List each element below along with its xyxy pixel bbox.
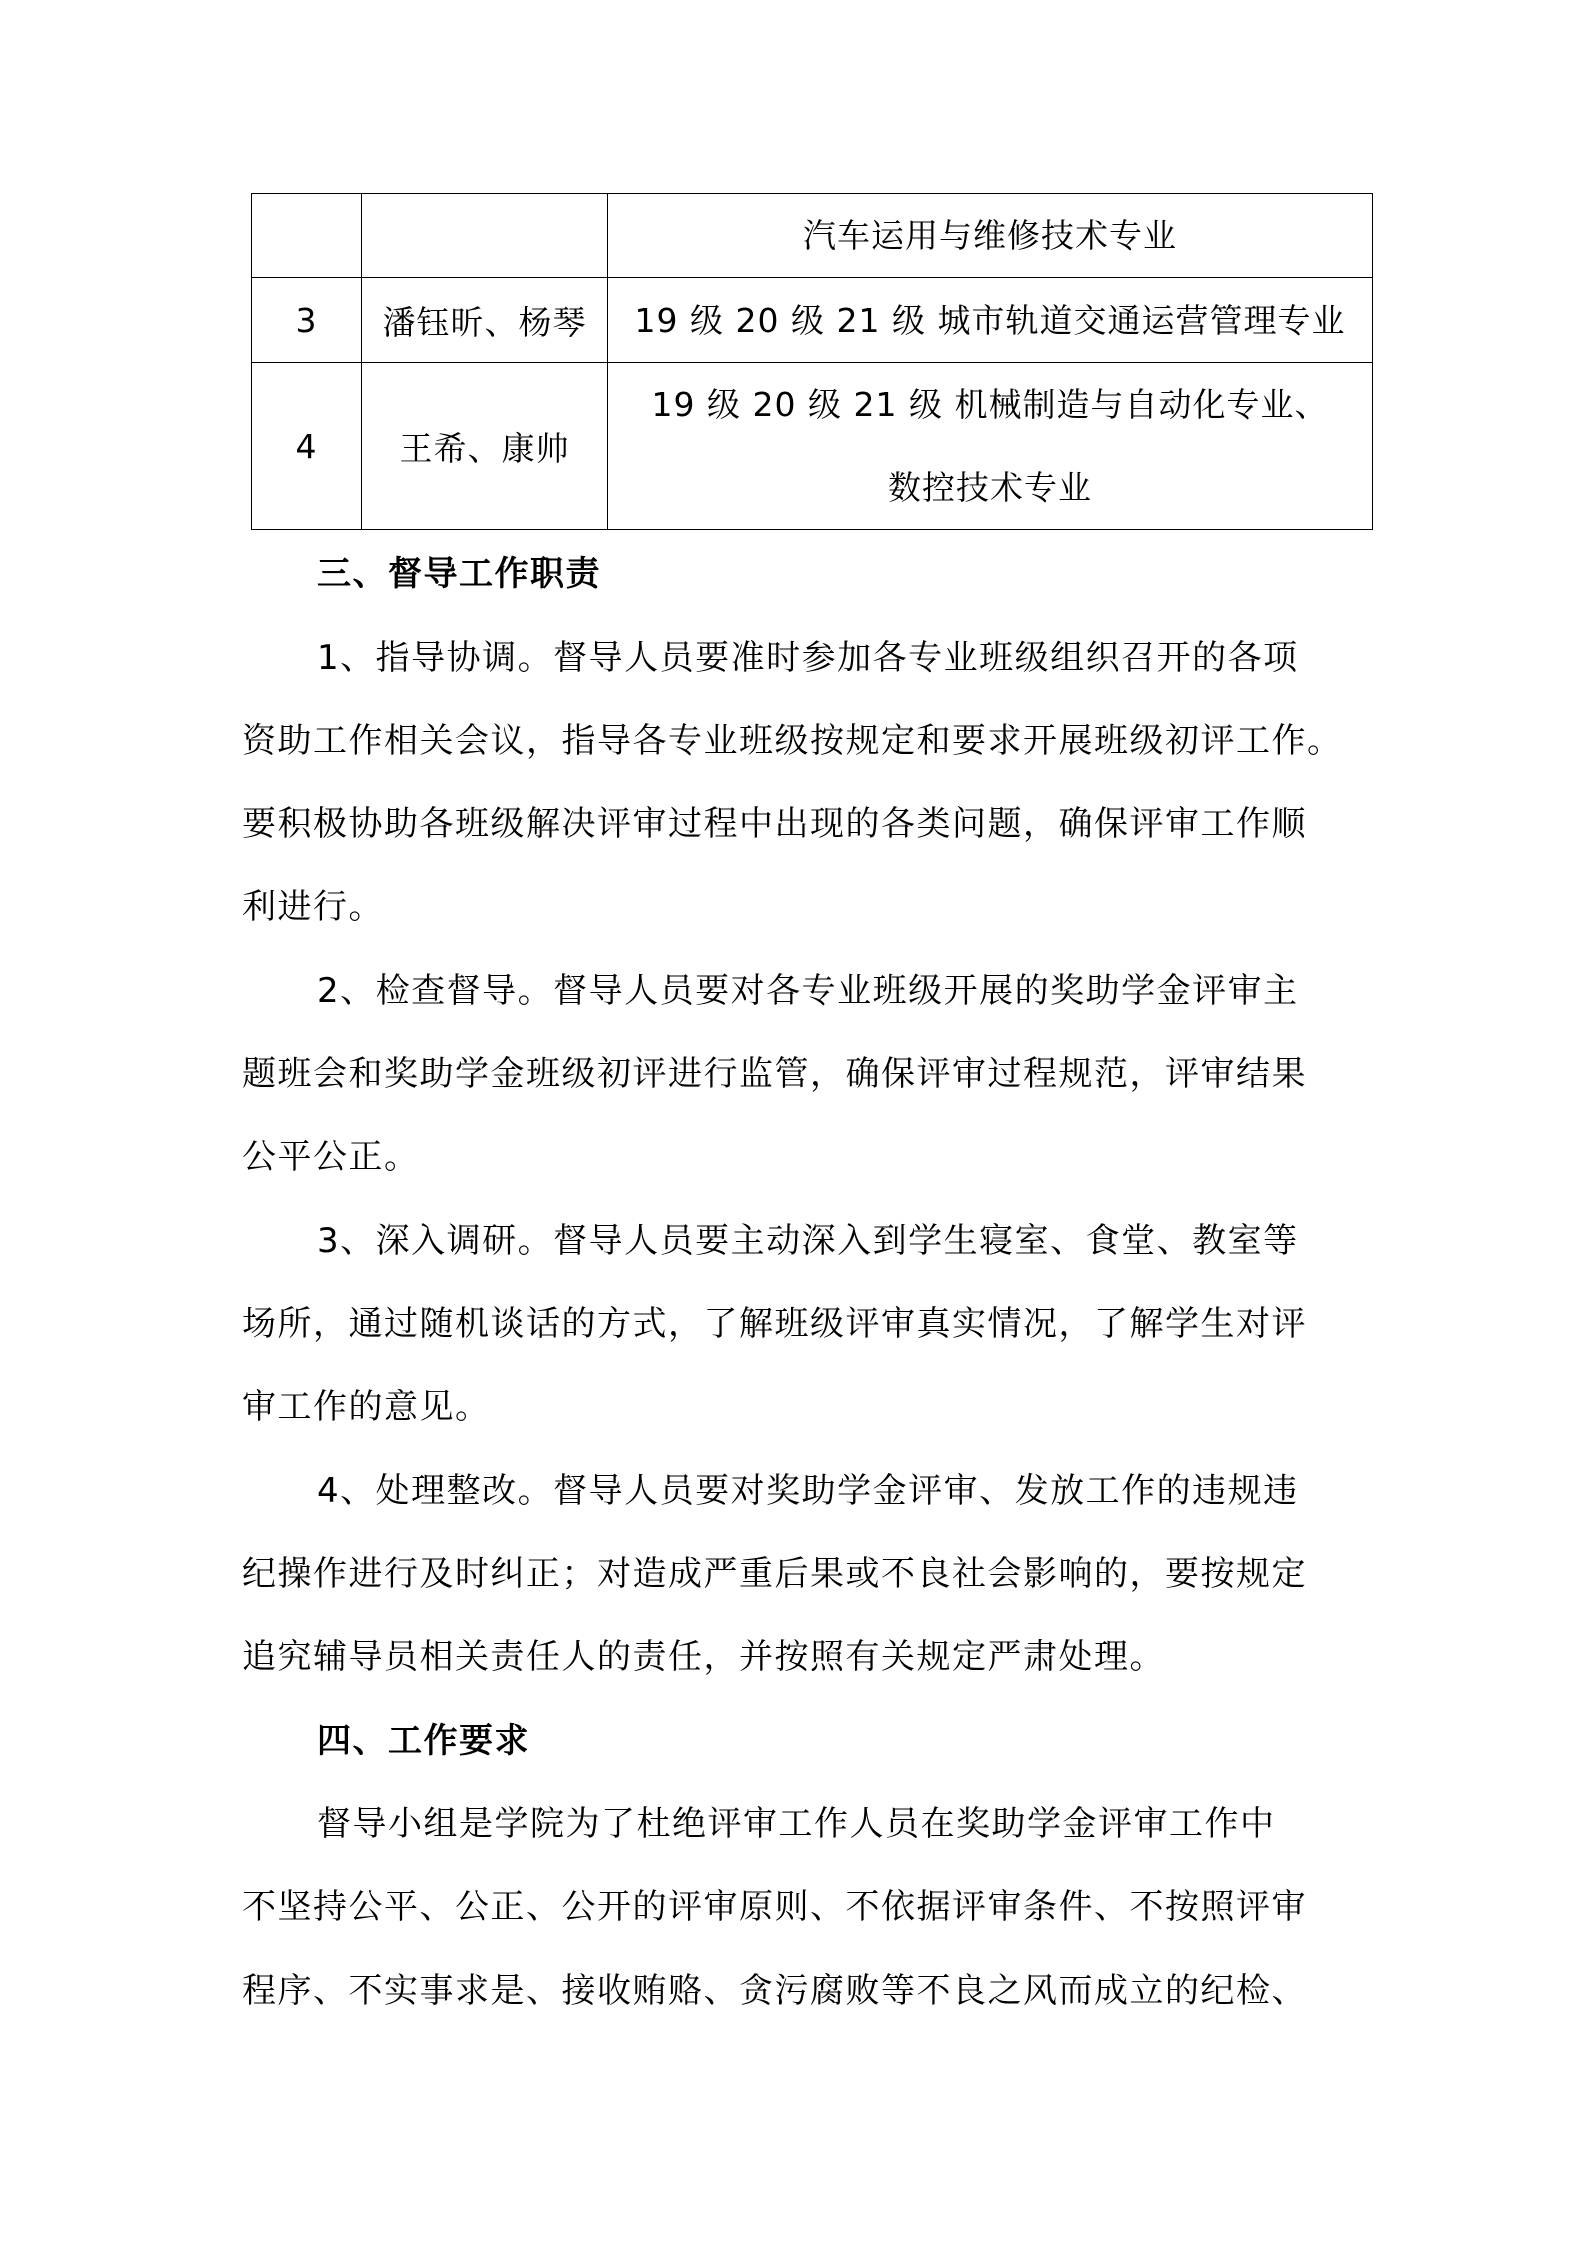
table-cell-number: 3	[252, 278, 362, 363]
paragraph-line: 资助工作相关会议，指导各专业班级按规定和要求开展班级初评工作。	[242, 721, 1343, 761]
table-row	[252, 278, 1373, 363]
table-cell-names	[362, 194, 608, 278]
paragraph-line: 要积极协助各班级解决评审过程中出现的各类问题，确保评审工作顺	[242, 804, 1307, 844]
table-cell-number	[252, 194, 362, 278]
table-cell-number: 4	[252, 363, 362, 530]
paragraph-line: 3、深入调研。督导人员要主动深入到学生寝室、食堂、教室等	[317, 1221, 1299, 1261]
paragraph-line: 公平公正。	[242, 1137, 420, 1177]
table-cell-classes-line: 数控技术专业	[888, 468, 1092, 507]
supervision-table	[251, 193, 1373, 530]
table-cell-classes-line: 汽车运用与维修技术专业	[803, 216, 1177, 255]
table-row	[252, 363, 1373, 530]
paragraph-line: 1、指导协调。督导人员要准时参加各专业班级组织召开的各项	[317, 638, 1299, 678]
table-cell-names: 王希、康帅	[362, 363, 608, 530]
table-cell-classes	[608, 194, 1373, 278]
paragraph-line: 场所，通过随机谈话的方式，了解班级评审真实情况，了解学生对评	[242, 1304, 1307, 1344]
paragraph-line: 审工作的意见。	[242, 1387, 491, 1427]
paragraph-line: 利进行。	[242, 887, 384, 927]
section-heading-duties: 三、督导工作职责	[317, 554, 601, 594]
table-cell-classes	[608, 363, 1373, 530]
table-row	[252, 194, 1373, 278]
paragraph-line: 题班会和奖助学金班级初评进行监管，确保评审过程规范，评审结果	[242, 1054, 1307, 1094]
paragraph-line: 督导小组是学院为了杜绝评审工作人员在奖助学金评审工作中	[317, 1804, 1276, 1844]
table-cell-classes-line: 19 级 20 级 21 级 机械制造与自动化专业、	[651, 385, 1329, 424]
table-cell-classes-line: 19 级 20 级 21 级 城市轨道交通运营管理专业	[634, 300, 1346, 340]
section-heading-requirements: 四、工作要求	[317, 1721, 530, 1761]
paragraph-line: 4、处理整改。督导人员要对奖助学金评审、发放工作的违规违	[317, 1471, 1299, 1511]
paragraph-line: 2、检查督导。督导人员要对各专业班级开展的奖助学金评审主	[317, 971, 1299, 1011]
paragraph-line: 纪操作进行及时纠正；对造成严重后果或不良社会影响的，要按规定	[242, 1554, 1307, 1594]
table-cell-classes	[608, 278, 1373, 363]
paragraph-line: 程序、不实事求是、接收贿赂、贪污腐败等不良之风而成立的纪检、	[242, 1971, 1307, 2011]
table-cell-names: 潘钰昕、杨琴	[362, 278, 608, 363]
paragraph-line: 追究辅导员相关责任人的责任，并按照有关规定严肃处理。	[242, 1637, 1165, 1677]
paragraph-line: 不坚持公平、公正、公开的评审原则、不依据评审条件、不按照评审	[242, 1887, 1307, 1927]
